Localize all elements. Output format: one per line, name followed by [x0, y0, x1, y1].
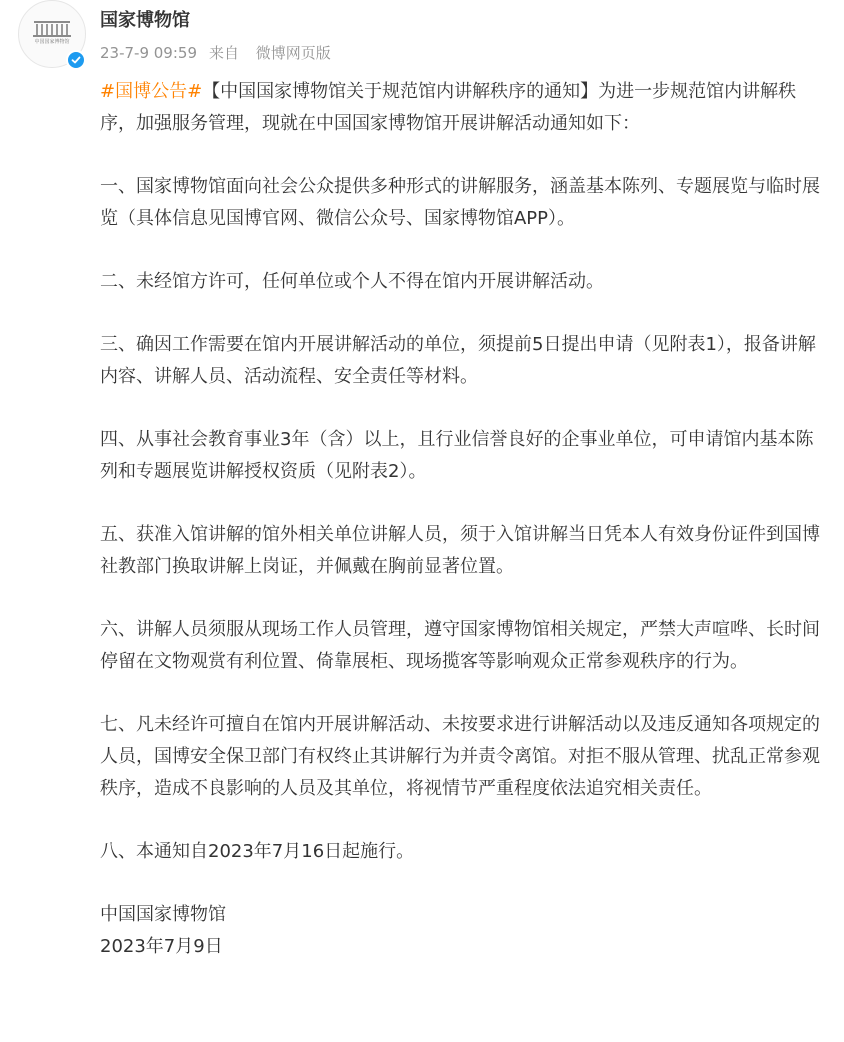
source-prefix: 来自 [209, 44, 240, 62]
verified-check-icon [66, 50, 86, 70]
hashtag-link[interactable]: #国博公告# [100, 81, 203, 102]
notice-item-5: 五、获准入馆讲解的馆外相关单位讲解人员，须于入馆讲解当日凭本人有效身份证件到国博社教部门换取讲解上岗证，并佩戴在胸前显著位置。 [100, 524, 820, 577]
intro-paragraph [100, 76, 824, 140]
post-time[interactable]: 23-7-9 09:59 [100, 44, 197, 62]
signature-date: 2023年7月9日 [100, 936, 223, 957]
museum-building-icon [32, 19, 72, 39]
notice-item-2: 二、未经馆方许可，任何单位或个人不得在馆内开展讲解活动。 [100, 271, 604, 292]
author-name[interactable]: 国家博物馆 [100, 10, 190, 31]
intro-text: 【中国国家博物馆关于规范馆内讲解秩序的通知】为进一步规范馆内讲解秩序，加强服务管理，现就在中国国家博物馆开展讲解活动通知如下： [100, 81, 797, 134]
post-content [100, 76, 824, 963]
notice-item-8: 八、本通知自2023年7月16日起施行。 [100, 841, 415, 862]
notice-item-3: 三、确因工作需要在馆内开展讲解活动的单位，须提前5日提出申请（见附表1），报备讲解内容、讲解人员、活动流程、安全责任等材料。 [100, 334, 816, 387]
post-source: 微博网页版 [255, 44, 331, 62]
post-meta [100, 42, 331, 63]
notice-item-4: 四、从事社会教育事业3年（含）以上，且行业信誉良好的企事业单位，可申请馆内基本陈列和专题展览讲解授权资质（见附表2）。 [100, 429, 814, 482]
avatar-logo-text: 中国国家博物馆 [34, 39, 70, 45]
avatar-container[interactable] [18, 0, 86, 68]
notice-item-1: 一、国家博物馆面向社会公众提供多种形式的讲解服务，涵盖基本陈列、专题展览与临时展览（具体信息见国博官网、微信公众号、国家博物馆APP）。 [100, 176, 820, 229]
signature-org: 中国国家博物馆 [100, 904, 226, 925]
notice-item-7: 七、凡未经许可擅自在馆内开展讲解活动、未按要求进行讲解活动以及违反通知各项规定的人员，国博安全保卫部门有权终止其讲解行为并责令离馆。对拒不服从管理、扰乱正常参观秩序，造成不良影响的人员及其单位，将视情节严重程度依法追究相关责任。 [100, 714, 820, 799]
notice-item-6: 六、讲解人员须服从现场工作人员管理，遵守国家博物馆相关规定，严禁大声喧哗、长时间停留在文物观赏有利位置、倚靠展柜、现场揽客等影响观众正常参观秩序的行为。 [100, 619, 820, 672]
